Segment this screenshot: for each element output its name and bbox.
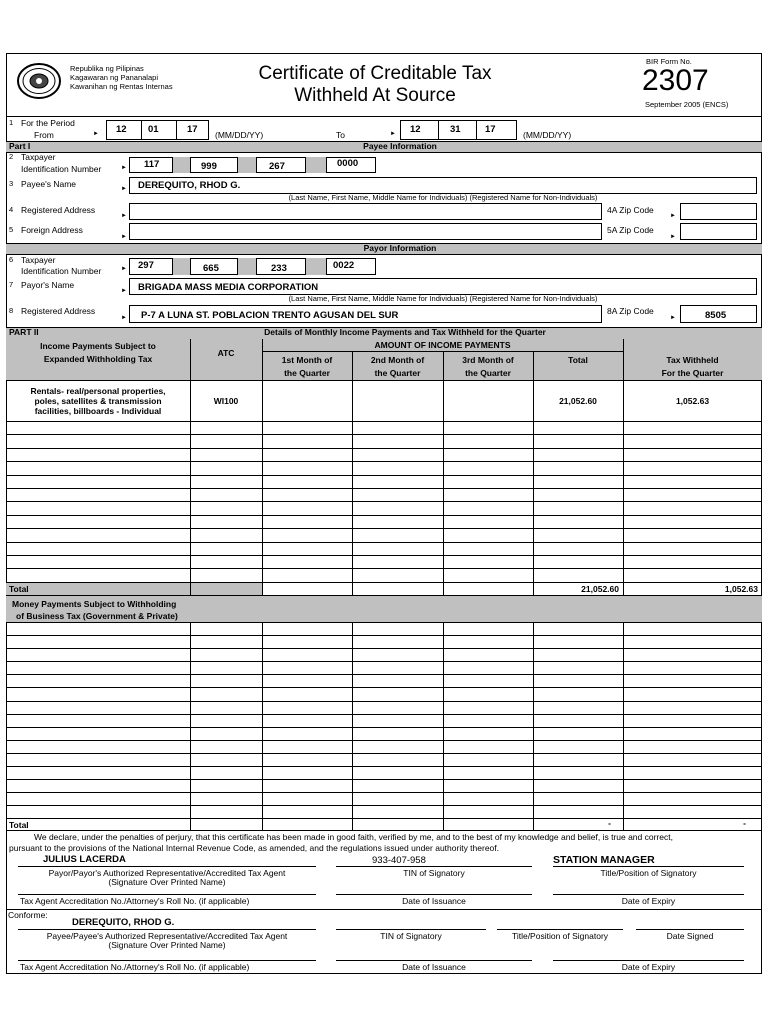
table-row (6, 461, 762, 462)
arrow-icon: ► (121, 266, 127, 272)
payor-address-label: Registered Address (21, 306, 96, 316)
table-row (6, 805, 762, 806)
col-taxwithheld-header-2: For the Quarter (661, 368, 724, 378)
period-to-yy: 17 (485, 124, 496, 135)
period-label: For the Period (21, 118, 75, 128)
signature-line (18, 894, 316, 895)
col-income-header-2: Expanded Withholding Tax (43, 354, 153, 364)
payor-name-field[interactable] (129, 278, 757, 295)
payor-section-title: Payor Information (363, 243, 437, 253)
payor-zip-label: 8A Zip Code (607, 306, 654, 316)
part1-label: Part I (9, 141, 31, 151)
payee-tin-part-4[interactable] (326, 157, 376, 173)
row1-description-line-1: Rentals- real/personal properties, (30, 386, 166, 396)
signature-line (18, 960, 316, 961)
payee-zip-field[interactable] (680, 203, 757, 220)
table-row (6, 501, 762, 502)
form-number: 2307 (642, 64, 709, 97)
signatory-position: STATION MANAGER (553, 854, 655, 866)
col-month3-header-1: 3rd Month of (462, 355, 514, 365)
period-to-format: (MM/DD/YY) (523, 130, 572, 140)
foreign-zip-field[interactable] (680, 223, 757, 240)
total-row-atc-cell (191, 582, 262, 595)
declaration-line-2: pursuant to the provisions of the National Internal Revenue Code, as amended, and the regulations issued under authority thereof. (9, 843, 500, 853)
form-version: September 2005 (ENCS) (645, 100, 729, 109)
period-item-no: 1 (9, 118, 14, 127)
payor-tin-label-1: Taxpayer (21, 255, 56, 265)
arrow-icon: ► (670, 315, 676, 321)
period-to-mm: 12 (410, 124, 421, 135)
total-row-label-cell (6, 582, 190, 595)
conforme-date-signed-caption: Date Signed (666, 931, 714, 941)
signature-line (553, 960, 744, 961)
total-amount: 21,052.60 (581, 584, 619, 594)
table-row (6, 568, 762, 569)
conforme-accreditation-caption: Tax Agent Accreditation No./Attorney's Roll No. (if applicable) (20, 962, 250, 972)
row1-atc: WI100 (213, 396, 239, 406)
payor-name-note: (Last Name, First Name, Middle Name for Individuals) (Registered Name for Non-Individuals) (288, 294, 598, 303)
foreign-zip-label: 5A Zip Code (607, 225, 654, 235)
payor-address-item-no: 8 (9, 306, 14, 315)
agency-line-3: Kawanihan ng Rentas Internas (70, 82, 173, 91)
payee-name-note: (Last Name, First Name, Middle Name for Individuals) (Registered Name for Non-Individuals) (288, 193, 598, 202)
payee-address-item-no: 4 (9, 205, 14, 214)
signatory-expiry-caption: Date of Expiry (621, 896, 676, 906)
table-row (6, 792, 762, 793)
table-row (6, 421, 762, 422)
arrow-icon: ► (93, 131, 99, 137)
payor-tin-value-2: 665 (203, 263, 219, 274)
col-atc-header: ATC (217, 348, 235, 358)
period-from-label: From (34, 130, 54, 140)
payor-name-value: BRIGADA MASS MEDIA CORPORATION (138, 282, 319, 293)
col-taxwithheld-header-1: Tax Withheld (666, 355, 719, 365)
signature-line (336, 960, 532, 961)
agency-line-1: Republika ng Pilipinas (70, 64, 144, 73)
payee-name-value: DEREQUITO, RHOD G. (138, 180, 241, 191)
payee-tin-value-3: 267 (269, 161, 285, 172)
signatory-tin-caption: TIN of Signatory (403, 868, 465, 878)
signature-line (497, 929, 623, 930)
signatory-name: JULIUS LACERDA (43, 854, 126, 865)
total2-amount: - (608, 818, 611, 828)
table-row (6, 635, 762, 636)
payee-tin-part-1[interactable] (129, 157, 173, 173)
total2-tax-withheld: - (743, 818, 746, 828)
col-income-header-1: Income Payments Subject to (40, 341, 156, 351)
payor-tin-part-1[interactable] (129, 258, 173, 275)
signatory-tin: 933-407-958 (372, 855, 426, 866)
money-payments-label-1: Money Payments Subject to Withholding (12, 599, 177, 609)
table-row (6, 740, 762, 741)
payee-tin-item-no: 2 (9, 152, 14, 161)
row1-tax-withheld: 1,052.63 (675, 396, 710, 406)
divider (6, 116, 762, 117)
period-to-label: To (336, 130, 345, 140)
tin-separator (306, 258, 326, 275)
part2-label: PART II (9, 327, 39, 337)
payor-tin-item-no: 6 (9, 255, 14, 264)
table-row (6, 687, 762, 688)
row1-description-line-2: poles, satellites & transmission (34, 396, 162, 406)
signatory-caption-1: Payor/Payor's Authorized Representative/Accredited Tax Agent (48, 868, 286, 878)
signature-line (336, 929, 486, 930)
payor-tin-part-3[interactable] (256, 258, 306, 275)
signatory-position-caption: Title/Position of Signatory (600, 868, 697, 878)
conforme-caption-1: Payee/Payee's Authorized Representative/Accredited Tax Agent (46, 931, 288, 941)
part2-title: Details of Monthly Income Payments and Tax Withheld for the Quarter (264, 327, 546, 337)
table-row (6, 555, 762, 556)
signature-line (336, 866, 532, 867)
table-row (6, 475, 762, 476)
period-from-format: (MM/DD/YY) (215, 130, 264, 140)
col-total-header: Total (568, 355, 588, 365)
signature-line (553, 866, 744, 867)
payee-tin-label-1: Taxpayer (21, 152, 56, 162)
payor-tin-value-1: 297 (138, 260, 154, 271)
payee-address-label: Registered Address (21, 205, 96, 215)
agency-line-2: Kagawaran ng Pananalapi (70, 73, 158, 82)
arrow-icon: ► (670, 234, 676, 240)
conforme-issuance-caption: Date of Issuance (402, 962, 466, 972)
payor-address-field[interactable] (129, 305, 602, 323)
col-month3-header-2: the Quarter (465, 368, 511, 378)
row1-total: 21,052.60 (559, 396, 597, 406)
table-row (6, 448, 762, 449)
payor-tin-value-3: 233 (271, 263, 287, 274)
table-row (6, 779, 762, 780)
table-row (6, 528, 762, 529)
col-amount-header: AMOUNT OF INCOME PAYMENTS (374, 340, 511, 350)
table-row (6, 515, 762, 516)
form-title-line-1: Certificate of Creditable Tax (258, 63, 492, 84)
arrow-icon: ► (390, 131, 396, 137)
tin-separator (173, 157, 190, 173)
payee-name-field[interactable] (129, 177, 757, 194)
payee-tin-part-3[interactable] (256, 157, 306, 173)
table-row (6, 701, 762, 702)
signatory-accreditation-caption: Tax Agent Accreditation No./Attorney's Roll No. (if applicable) (20, 896, 250, 906)
tin-separator (306, 157, 326, 173)
period-from-dd: 01 (148, 124, 159, 135)
payor-tin-label-2: Identification Number (21, 266, 102, 276)
table-row (6, 753, 762, 754)
signatory-issuance-caption: Date of Issuance (402, 896, 466, 906)
total2-label: Total (9, 820, 29, 830)
payee-tin-value-1: 117 (144, 159, 160, 170)
bir-seal-logo (16, 62, 62, 100)
conforme-name: DEREQUITO, RHOD G. (72, 917, 175, 928)
tin-separator (238, 258, 256, 275)
total-label: Total (9, 584, 29, 594)
declaration-line-1: We declare, under the penalties of perjury, that this certificate has been made in good faith, verified by me, and to the best of my knowledge and belief, is true and correct, (34, 832, 673, 842)
row-line (6, 830, 762, 831)
table-row (6, 661, 762, 662)
payor-name-item-no: 7 (9, 280, 14, 289)
column-line (443, 351, 444, 831)
foreign-address-item-no: 5 (9, 225, 14, 234)
signature-line (336, 894, 532, 895)
col-month1-header-1: 1st Month of (281, 355, 333, 365)
col-month2-header-2: the Quarter (374, 368, 421, 378)
table-row (6, 488, 762, 489)
period-from-date[interactable] (106, 120, 209, 140)
period-to-dd: 31 (450, 124, 461, 135)
total-tax-withheld: 1,052.63 (724, 584, 758, 594)
payor-name-label: Payor's Name (21, 280, 75, 290)
conforme-label: Conforme: (8, 910, 48, 920)
column-line (352, 351, 353, 831)
row-line (6, 622, 762, 623)
payor-tin-part-2[interactable] (190, 258, 238, 275)
form-title-line-2: Withheld At Source (294, 85, 456, 106)
payee-tin-value-4: 0000 (337, 158, 359, 169)
table-row (6, 542, 762, 543)
table-row (6, 766, 762, 767)
row1-description-line-3: facilities, billboards - Individual (34, 406, 162, 416)
column-line (262, 339, 263, 831)
payee-tin-label-2: Identification Number (21, 164, 102, 174)
payor-tin-part-4[interactable] (326, 258, 376, 275)
period-from-yy: 17 (187, 124, 198, 135)
period-from-mm: 12 (116, 124, 127, 135)
table-row (6, 648, 762, 649)
tin-separator (238, 157, 256, 173)
signature-line (636, 929, 744, 930)
arrow-icon: ► (121, 234, 127, 240)
signatory-caption-2: (Signature Over Printed Name) (108, 877, 226, 887)
conforme-expiry-caption: Date of Expiry (621, 962, 676, 972)
payee-name-label: Payee's Name (21, 179, 77, 189)
tin-separator (173, 258, 190, 275)
payee-section-title: Payee Information (363, 141, 437, 151)
table-row (6, 674, 762, 675)
col-month2-header-1: 2nd Month of (370, 355, 425, 365)
payee-address-field[interactable] (129, 203, 602, 220)
form-label: BIR Form No. (646, 57, 692, 66)
foreign-address-field[interactable] (129, 223, 602, 240)
payor-zip-value: 8505 (705, 310, 727, 321)
arrow-icon: ► (121, 315, 127, 321)
divider (6, 909, 762, 910)
arrow-icon: ► (121, 288, 127, 294)
row-line (6, 582, 762, 583)
payee-tin-value-2: 999 (201, 161, 217, 172)
foreign-address-label: Foreign Address (21, 225, 83, 235)
conforme-caption-2: (Signature Over Printed Name) (108, 940, 226, 950)
table-row (6, 727, 762, 728)
conforme-position-caption: Title/Position of Signatory (511, 931, 609, 941)
money-payments-label-2: of Business Tax (Government & Private) (16, 611, 178, 621)
signature-line (18, 866, 316, 867)
table-row (6, 434, 762, 435)
signature-line (553, 894, 744, 895)
arrow-icon: ► (121, 186, 127, 192)
table-row (6, 714, 762, 715)
payor-zip-field[interactable] (680, 305, 757, 323)
conforme-tin-caption: TIN of Signatory (380, 931, 442, 941)
payee-name-item-no: 3 (9, 179, 14, 188)
payee-tin-part-2[interactable] (190, 157, 238, 173)
col-month1-header-2: the Quarter (284, 368, 330, 378)
arrow-icon: ► (121, 213, 127, 219)
arrow-icon: ► (121, 165, 127, 171)
payor-tin-value-4: 0022 (333, 260, 355, 271)
period-to-date[interactable] (400, 120, 517, 140)
signature-line (18, 929, 316, 930)
payee-zip-label: 4A Zip Code (607, 205, 654, 215)
arrow-icon: ► (670, 213, 676, 219)
payor-address-value: P-7 A LUNA ST. POBLACION TRENTO AGUSAN DEL SUR (141, 310, 399, 321)
